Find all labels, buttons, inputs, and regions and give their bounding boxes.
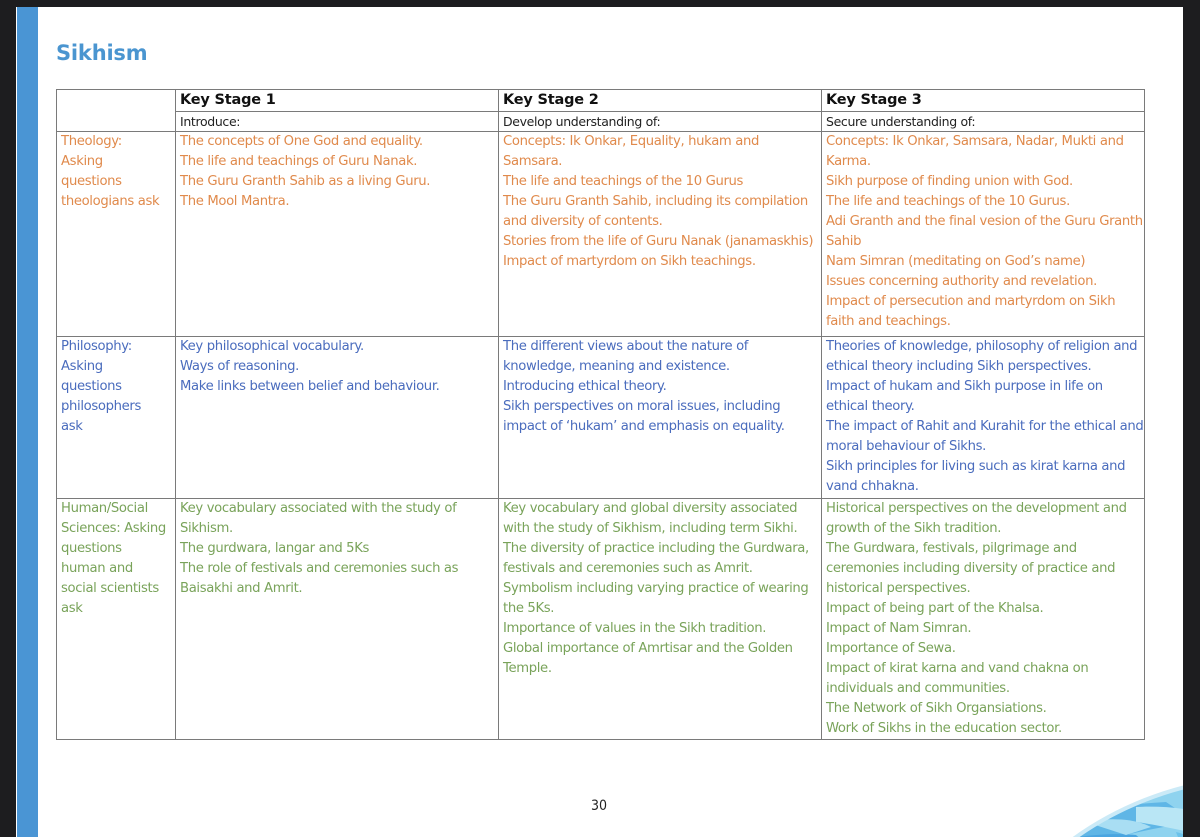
list-item: The concepts of One God and equality. bbox=[180, 134, 423, 149]
list-item: Sikh perspectives on moral issues, including impact of ‘hukam’ and emphasis on equality. bbox=[503, 399, 785, 434]
list-item: Philosophy: bbox=[61, 339, 132, 354]
list-item: Sikh purpose of finding union with God. bbox=[826, 174, 1073, 189]
cell-theology-ks1 bbox=[176, 132, 499, 337]
list-item: Impact of Nam Simran. bbox=[826, 621, 972, 636]
list-item: The life and teachings of the 10 Gurus bbox=[503, 174, 744, 189]
list-item: The gurdwara, langar and 5Ks bbox=[180, 541, 370, 556]
list-item: Ways of reasoning. bbox=[180, 359, 299, 374]
list-item: The Gurdwara, festivals, pilgrimage and ceremonies including diversity of practice and historical perspectives. bbox=[826, 541, 1116, 596]
list-item: The life and teachings of the 10 Gurus. bbox=[826, 194, 1070, 209]
list-item: The impact of Rahit and Kurahit for the ethical and moral behaviour of Sikhs. bbox=[826, 419, 1144, 454]
list-item: Symbolism including varying practice of wearing the 5Ks. bbox=[503, 581, 809, 616]
list-item: philosophers bbox=[61, 399, 141, 414]
list-item: Asking bbox=[61, 154, 103, 169]
header-key-stage-1: Key Stage 1 bbox=[176, 90, 499, 112]
cell-human-social-ks2 bbox=[499, 499, 822, 740]
list-item: Importance of Sewa. bbox=[826, 641, 956, 656]
empty-corner-cell bbox=[57, 90, 176, 132]
cell-theology-ks3 bbox=[822, 132, 1145, 337]
subheader-key-stage-3: Secure understanding of: bbox=[822, 112, 1145, 132]
list-item: The life and teachings of Guru Nanak. bbox=[180, 154, 418, 169]
list-item: Introducing ethical theory. bbox=[503, 379, 667, 394]
list-item: Work of Sikhs in the education sector. bbox=[826, 721, 1062, 736]
list-item: Global importance of Amrtisar and the Golden Temple. bbox=[503, 641, 793, 676]
page-title: Sikhism bbox=[56, 41, 148, 65]
header-key-stage-3: Key Stage 3 bbox=[822, 90, 1145, 112]
row-label-theology bbox=[57, 132, 176, 337]
list-item: Impact of martyrdom on Sikh teachings. bbox=[503, 254, 756, 269]
cell-theology-ks2 bbox=[499, 132, 822, 337]
cell-philosophy-ks2 bbox=[499, 337, 822, 499]
list-item: Key vocabulary and global diversity associated with the study of Sikhism, including term Sikhi. bbox=[503, 501, 798, 536]
list-item: social scientists bbox=[61, 581, 159, 596]
blue-side-bar bbox=[17, 7, 38, 837]
globe-decoration-icon bbox=[936, 777, 1183, 837]
list-item: The Guru Granth Sahib, including its compilation and diversity of contents. bbox=[503, 194, 808, 229]
list-item: Theories of knowledge, philosophy of religion and ethical theory including Sikh perspectives. bbox=[826, 339, 1138, 374]
list-item: Impact of kirat karna and vand chakna on individuals and communities. bbox=[826, 661, 1089, 696]
list-item: The Guru Granth Sahib as a living Guru. bbox=[180, 174, 431, 189]
row-label-philosophy bbox=[57, 337, 176, 499]
list-item: human and bbox=[61, 561, 133, 576]
list-item: Nam Simran (meditating on God’s name) bbox=[826, 254, 1086, 269]
subheader-key-stage-2: Develop understanding of: bbox=[499, 112, 822, 132]
table-row-philosophy bbox=[57, 337, 1145, 499]
subheader-key-stage-1: Introduce: bbox=[176, 112, 499, 132]
cell-philosophy-ks1 bbox=[176, 337, 499, 499]
cell-human-social-ks1 bbox=[176, 499, 499, 740]
list-item: The different views about the nature of knowledge, meaning and existence. bbox=[503, 339, 749, 374]
list-item: Impact of persecution and martyrdom on Sikh faith and teachings. bbox=[826, 294, 1116, 329]
header-key-stage-2: Key Stage 2 bbox=[499, 90, 822, 112]
list-item: Human/Social bbox=[61, 501, 148, 516]
list-item: Sikh principles for living such as kirat karna and vand chhakna. bbox=[826, 459, 1126, 494]
list-item: ask bbox=[61, 601, 83, 616]
list-item: Impact of hukam and Sikh purpose in life on ethical theory. bbox=[826, 379, 1103, 414]
table-row-human-social bbox=[57, 499, 1145, 740]
cell-human-social-ks3 bbox=[822, 499, 1145, 740]
page-number: 30 bbox=[591, 798, 608, 814]
list-item: ask bbox=[61, 419, 83, 434]
list-item: The role of festivals and ceremonies such as Baisakhi and Amrit. bbox=[180, 561, 459, 596]
document-page bbox=[16, 7, 1183, 837]
list-item: Key vocabulary associated with the study of Sikhism. bbox=[180, 501, 457, 536]
list-item: Concepts: Ik Onkar, Equality, hukam and Samsara. bbox=[503, 134, 760, 169]
list-item: Adi Granth and the final vesion of the Guru Granth Sahib bbox=[826, 214, 1143, 249]
list-item: Sciences: Asking bbox=[61, 521, 166, 536]
list-item: Impact of being part of the Khalsa. bbox=[826, 601, 1044, 616]
list-item: Theology: bbox=[61, 134, 122, 149]
list-item: Make links between belief and behaviour. bbox=[180, 379, 440, 394]
list-item: Historical perspectives on the development and growth of the Sikh tradition. bbox=[826, 501, 1127, 536]
list-item: Key philosophical vocabulary. bbox=[180, 339, 364, 354]
curriculum-table bbox=[56, 89, 1145, 740]
list-item: questions bbox=[61, 174, 122, 189]
list-item: theologians ask bbox=[61, 194, 160, 209]
list-item: questions bbox=[61, 379, 122, 394]
list-item: Importance of values in the Sikh tradition. bbox=[503, 621, 767, 636]
list-item: The Network of Sikh Organsiations. bbox=[826, 701, 1047, 716]
list-item: Issues concerning authority and revelation. bbox=[826, 274, 1097, 289]
table-row-theology bbox=[57, 132, 1145, 337]
list-item: questions bbox=[61, 541, 122, 556]
list-item: The diversity of practice including the Gurdwara, festivals and ceremonies such as Amrit. bbox=[503, 541, 809, 576]
cell-philosophy-ks3 bbox=[822, 337, 1145, 499]
list-item: Asking bbox=[61, 359, 103, 374]
list-item: The Mool Mantra. bbox=[180, 194, 290, 209]
list-item: Stories from the life of Guru Nanak (janamaskhis) bbox=[503, 234, 814, 249]
list-item: Concepts: Ik Onkar, Samsara, Nadar, Mukti and Karma. bbox=[826, 134, 1124, 169]
row-label-human-social bbox=[57, 499, 176, 740]
